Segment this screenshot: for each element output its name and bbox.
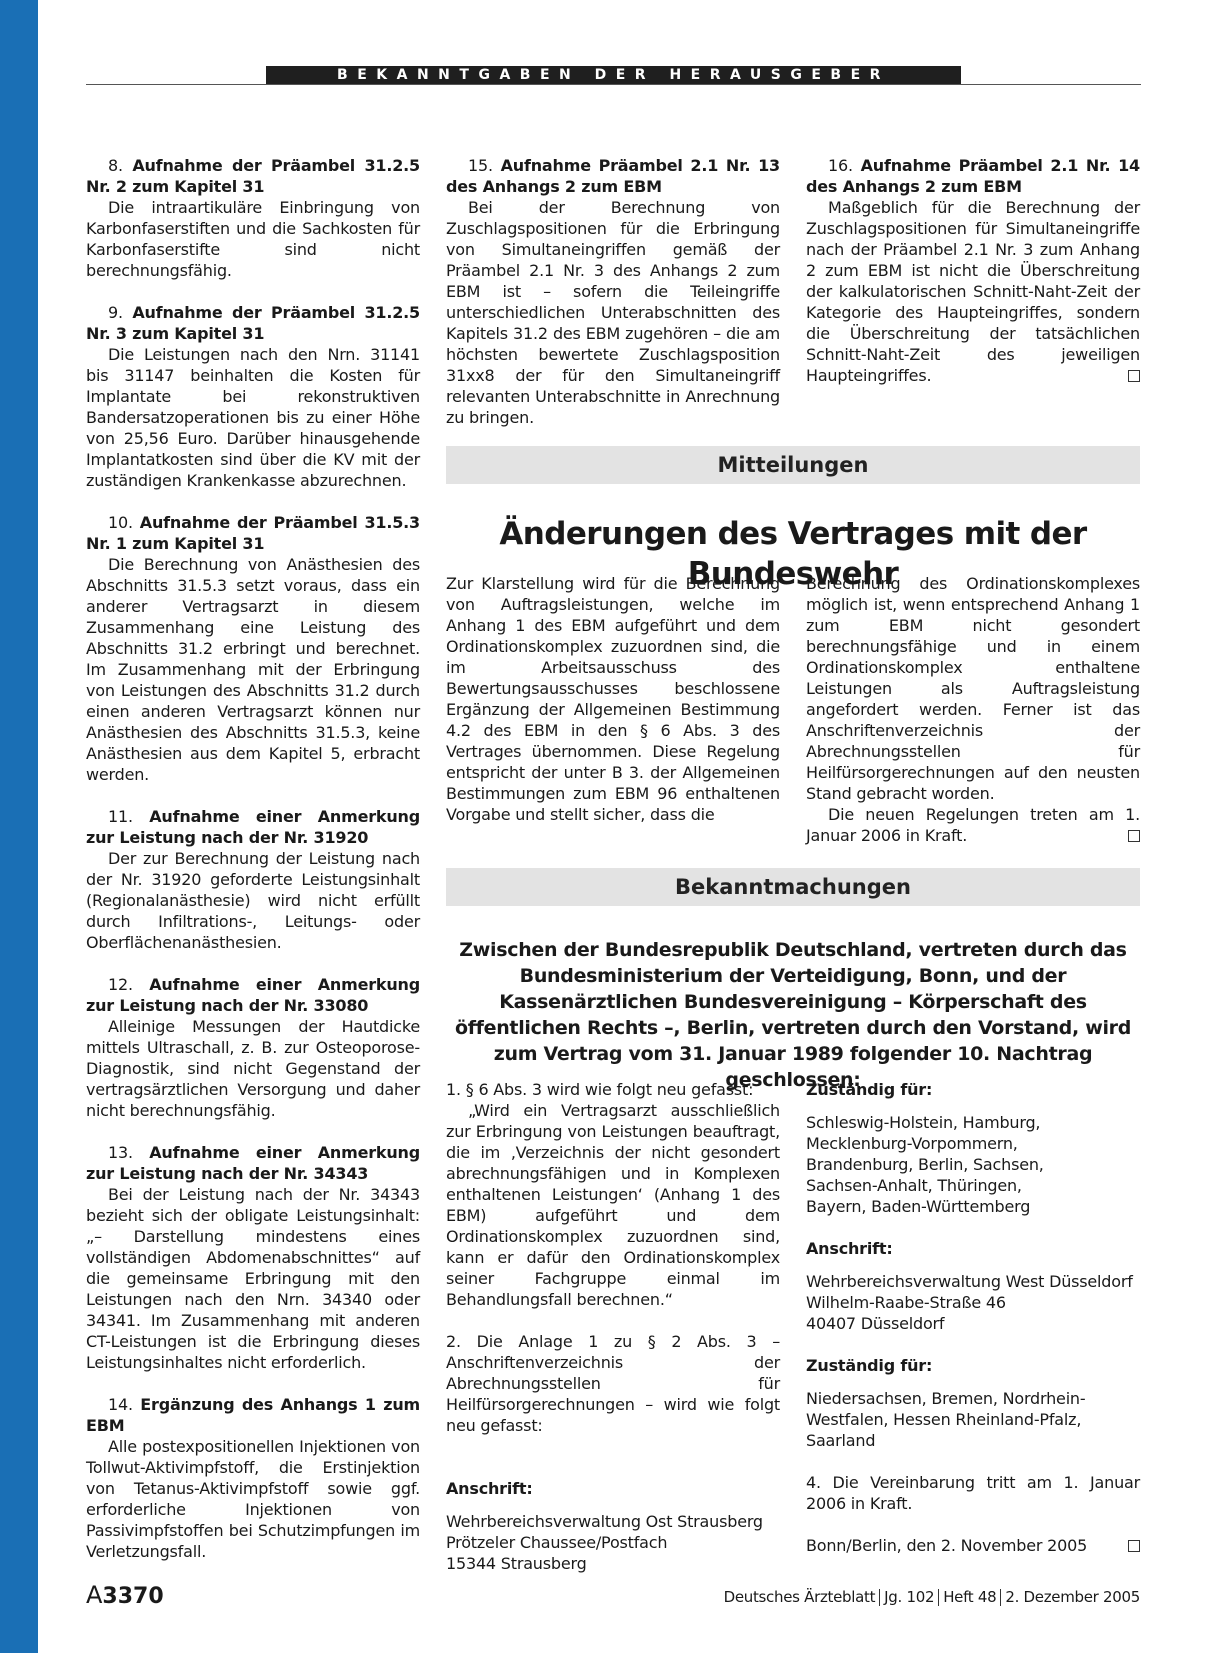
header-rule [86,84,1141,85]
anschrift-label: Anschrift: [806,1239,893,1258]
item-9: 9. Aufnahme der Präambel 31.2.5 Nr. 3 zum Kapitel 31 Die Leistungen nach den Nrn. 31141 bis 31147 beinhalten die Kosten für Implantate bei rekonstruktiven Bandersatzoperationen bis zu einer Höhe von 25,56 Euro. Darüber hinausgehende Implantatkosten sind über die KV mit der zuständigen Krankenkasse abzurechnen. [86,303,420,490]
end-mark-icon [1128,370,1140,382]
end-mark-icon [1128,830,1140,842]
column-1 [86,155,420,1583]
mitteilungen-right [806,573,1140,846]
item-body: Maßgeblich für die Berechnung der Zuschlagspositionen für Simultaneingriffe nach der Präambel 2.1 Nr. 3 zum Anhang 2 zum EBM ist nicht die Überschreitung der kalkulatorischen Schnitt-Naht-Zeit der Kategorie des Haupteingriffes, sondern die Überschreitung der tatsächlichen Schnitt-Naht-Zeit des jeweiligen Haupteingriffes. [806,198,1140,385]
item-8: 8. Aufnahme der Präambel 31.2.5 Nr. 2 zum Kapitel 31 Die intraartikuläre Einbringung von Karbonfaserstiften und die Sachkosten für Karbonfaserstifte sind nicht berechnungsfähig. [86,156,420,280]
mitteilungen-left [446,573,780,825]
mitteilungen-text-right-2: Die neuen Regelungen treten am 1. Januar 2006 in Kraft. [806,805,1140,845]
item-body: Alleinige Messungen der Hautdicke mittels Ultraschall, z. B. zur Osteoporose-Diagnostik, sind nicht Gegenstand der vertragsärztlichen Versorgung und daher nicht berechnungsfähig. [86,1017,420,1120]
paragraph-2: 2. Die Anlage 1 zu § 2 Abs. 3 – Anschriftenverzeichnis der Abrechnungsstellen für Heilfürsorgerechnungen – wird wie folgt neu gefasst: [446,1332,780,1435]
address-west: Wehrbereichsverwaltung West Düsseldorf Wilhelm-Raabe-Straße 46 40407 Düsseldorf [806,1272,1133,1333]
item-heading: Aufnahme der Präambel 31.2.5 Nr. 3 zum Kapitel 31 [86,303,420,343]
item-heading: Aufnahme der Präambel 31.5.3 Nr. 1 zum Kapitel 31 [86,513,420,553]
address-ost: Wehrbereichsverwaltung Ost Strausberg Prötzeler Chaussee/Postfach 15344 Strausberg [446,1512,763,1573]
journal-footer: Deutsches Ärzteblatt Jg. 102 Heft 48 2. Dezember 2005 [723,1588,1140,1606]
article-title: Änderungen des Vertrages mit der Bundeswehr [499,516,1087,592]
item-heading: Aufnahme einer Anmerkung zur Leistung nach der Nr. 34343 [86,1143,420,1183]
item-body: Die Berechnung von Anästhesien des Abschnitts 31.5.3 setzt voraus, dass ein anderer Vertragsarzt in diesem Zusammenhang eine Leistung des Abschnitts 31.2 erbringt und berechnet. Im Zusammenhang mit der Erbringung von Leistungen des Abschnitts 31.2 durch einen anderen Vertragsarzt können nur Anästhesien des Abschnitts 31.5.3, keine Anästhesien aus dem Kapitel 5, erbracht werden. [86,555,420,784]
item-heading: Aufnahme der Präambel 31.2.5 Nr. 2 zum Kapitel 31 [86,156,420,196]
zustaendig-label: Zuständig für: [806,1080,933,1099]
bekanntmachungen-right [806,1079,1140,1556]
item-body: Alle postexpositionellen Injektionen von Tollwut-Aktivimpfstoff, die Erstinjektion von Tetanus-Aktivimpfstoff sowie ggf. erforderliche Injektionen von Passivimpfstoffen bei Schutzimpfungen im Verletzungsfall. [86,1437,420,1561]
paragraph-1-text: „Wird ein Vertragsarzt ausschließlich zur Erbringung von Leistungen beauftragt, die im ‚Verzeichnis der nicht gesondert abrechnungsfähigen und in Komplexen enthaltenen Leistungen‘ (Anhang 1 des EBM) aufgeführt und dem Ordinationskomplex zuzuordnen sind, kann er dafür den Ordinationskomplex seiner Fachgruppe einmal im Behandlungsfall berechnen.“ [446,1101,780,1309]
column-3-top [806,155,1140,407]
section-header: BEKANNTGABEN DER HERAUSGEBER [337,67,890,83]
zustaendig-label: Zuständig für: [806,1356,933,1375]
signature-line: Bonn/Berlin, den 2. November 2005 [806,1536,1088,1555]
paragraph-4: 4. Die Vereinbarung tritt am 1. Januar 2006 in Kraft. [806,1473,1140,1513]
item-heading: Aufnahme Präambel 2.1 Nr. 13 des Anhangs 2 zum EBM [446,156,780,196]
item-heading: Aufnahme einer Anmerkung zur Leistung nach der Nr. 31920 [86,807,420,847]
item-body: Bei der Leistung nach der Nr. 34343 bezieht sich der obligate Leistungsinhalt: „– Darstellung mindestens eines vollständigen Abdomenabschnittes“ auf die gemeinsame Erbringung mit den Leistungen nach den Nrn. 34340 oder 34341. Im Zusammenhang mit anderen CT-Leistungen ist die Erbringung dieses Leistungsinhaltes nicht erforderlich. [86,1185,420,1372]
left-color-bar [0,0,38,1653]
item-body: Die Leistungen nach den Nrn. 31141 bis 31147 beinhalten die Kosten für Implantate bei rekonstruktiven Bandersatzoperationen bis zu einer Höhe von 25,56 Euro. Darüber hinausgehende Implantatkosten sind über die KV mit der zuständigen Krankenkasse abzurechnen. [86,345,420,490]
item-15: 15. Aufnahme Präambel 2.1 Nr. 13 des Anhangs 2 zum EBM Bei der Berechnung von Zuschlagspositionen für die Erbringung von Simultaneingriffen gemäß der Präambel 2.1 Nr. 3 des Anhangs 2 zum EBM ist – sofern die Teileingriffe unterschiedlichen Unterabschnitten des Kapitels 31.2 des EBM zugehören – die am höchsten bewertete Zuschlagsposition 31xx8 der für den Simultaneingriff relevanten Unterabschnitte in Anrechnung zu bringen. [446,156,780,427]
contract-intro: Zwischen der Bundesrepublik Deutschland, vertreten durch das Bundesministerium der Verteidigung, Bonn, und der Kassenärztlichen Bundesvereinigung – Körperschaft des öffentlichen Rechts –, Berlin, vertreten durch den Vorstand, wird zum Vertrag vom 31. Januar 1989 folgender 10. Nachtrag geschlossen: [454,939,1132,1091]
anschrift-label: Anschrift: [446,1479,533,1498]
paragraph-1-heading: 1. § 6 Abs. 3 wird wie folgt neu gefasst: [446,1080,754,1099]
item-body: Bei der Berechnung von Zuschlagspositionen für die Erbringung von Simultaneingriffen gemäß der Präambel 2.1 Nr. 3 des Anhangs 2 zum EBM ist – sofern die Teileingriffe unterschiedlichen Unterabschnitten des Kapitels 31.2 des EBM zugehören – die am höchsten bewertete Zuschlagsposition 31xx8 der für den Simultaneingriff relevanten Unterabschnitte in Anrechnung zu bringen. [446,198,780,427]
item-16: 16. Aufnahme Präambel 2.1 Nr. 14 des Anhangs 2 zum EBM Maßgeblich für die Berechnung der Zuschlagspositionen für Simultaneingriffe nach der Präambel 2.1 Nr. 3 zum Anhang 2 zum EBM ist nicht die Überschreitung der kalkulatorischen Schnitt-Naht-Zeit der Kategorie des Haupteingriffes, sondern die Überschreitung der tatsächlichen Schnitt-Naht-Zeit des jeweiligen Haupteingriffes. [806,156,1140,385]
bekanntmachungen-bar: Bekanntmachungen [446,868,1140,906]
item-11: 11. Aufnahme einer Anmerkung zur Leistung nach der Nr. 31920 Der zur Berechnung der Leistung nach der Nr. 31920 geforderte Leistungsinhalt (Regionalanästhesie) wird nicht erfüllt durch Infiltrations-, Leitungs- oder Oberflächenanästhesien. [86,807,420,952]
page-number: A3370 [86,1581,164,1609]
mitteilungen-bar: Mitteilungen [446,446,1140,484]
zustaendig-list-2: Niedersachsen, Bremen, Nordrhein- Westfalen, Hessen Rheinland-Pfalz, Saarland [806,1389,1086,1450]
item-14: 14. Ergänzung des Anhangs 1 zum EBM Alle postexpositionellen Injektionen von Tollwut-Aktivimpfstoff, die Erstinjektion von Tetanus-Aktivimpfstoff sowie ggf. erforderliche Injektionen von Passivimpfstoffen bei Schutzimpfungen im Verletzungsfall. [86,1395,420,1561]
item-12: 12. Aufnahme einer Anmerkung zur Leistung nach der Nr. 33080 Alleinige Messungen der Hautdicke mittels Ultraschall, z. B. zur Osteoporose-Diagnostik, sind nicht Gegenstand der vertragsärztlichen Versorgung und daher nicht berechnungsfähig. [86,975,420,1120]
bekanntmachungen-left [446,1079,780,1574]
item-10: 10. Aufnahme der Präambel 31.5.3 Nr. 1 zum Kapitel 31 Die Berechnung von Anästhesien des Abschnitts 31.5.3 setzt voraus, dass ein anderer Vertragsarzt in diesem Zusammenhang eine Leistung des Abschnitts 31.2 erbringt und berechnet. Im Zusammenhang mit der Erbringung von Leistungen des Abschnitts 31.2 durch einen anderen Vertragsarzt können nur Anästhesien des Abschnitts 31.5.3, keine Anästhesien aus dem Kapitel 5, erbracht werden. [86,513,420,784]
item-heading: Aufnahme Präambel 2.1 Nr. 14 des Anhangs 2 zum EBM [806,156,1140,196]
item-body: Der zur Berechnung der Leistung nach der Nr. 31920 geforderte Leistungsinhalt (Regionalanästhesie) wird nicht erfüllt durch Infiltrations-, Leitungs- oder Oberflächenanästhesien. [86,849,420,952]
end-mark-icon [1128,1540,1140,1552]
item-body: Die intraartikuläre Einbringung von Karbonfaserstiften und die Sachkosten für Karbonfaserstifte sind nicht berechnungsfähig. [86,198,420,280]
zustaendig-list-1: Schleswig-Holstein, Hamburg, Mecklenburg-Vorpommern, Brandenburg, Berlin, Sachsen, Sachsen-Anhalt, Thüringen, Bayern, Baden-Württemberg [806,1113,1044,1216]
item-heading: Ergänzung des Anhangs 1 zum EBM [86,1395,420,1435]
mitteilungen-text-right: Berechnung des Ordinationskomplexes möglich ist, wenn entsprechend Anhang 1 zum EBM nicht gesondert berechnungsfähige und in einem Ordinationskomplex enthaltene Leistungen als Auftragsleistung angefordert werden. Ferner ist das Anschriftenverzeichnis der Abrechnungsstellen für Heilfürsorgerechnungen auf den neusten Stand gebracht worden. [806,574,1140,803]
mitteilungen-text-left: Zur Klarstellung wird für die Berechnung von Auftragsleistungen, welche im Anhang 1 des EBM aufgeführt und dem Ordinationskomplex zuzuordnen sind, die im Arbeitsausschuss des Bewertungsausschusses beschlossene Ergänzung der Allgemeinen Bestimmung 4.2 des EBM in den § 6 Abs. 3 des Vertrages übernommen. Diese Regelung entspricht der unter B 3. der Allgemeinen Bestimmungen zum EBM 96 enthaltenen Vorgabe und stellt sicher, dass die [446,574,780,824]
item-13: 13. Aufnahme einer Anmerkung zur Leistung nach der Nr. 34343 Bei der Leistung nach der Nr. 34343 bezieht sich der obligate Leistungsinhalt: „– Darstellung mindestens eines vollständigen Abdomenabschnittes“ auf die gemeinsame Erbringung mit den Leistungen nach den Nrn. 34340 oder 34341. Im Zusammenhang mit anderen CT-Leistungen ist die Erbringung dieses Leistungsinhaltes nicht erforderlich. [86,1143,420,1372]
item-heading: Aufnahme einer Anmerkung zur Leistung nach der Nr. 33080 [86,975,420,1015]
column-2-top [446,155,780,449]
